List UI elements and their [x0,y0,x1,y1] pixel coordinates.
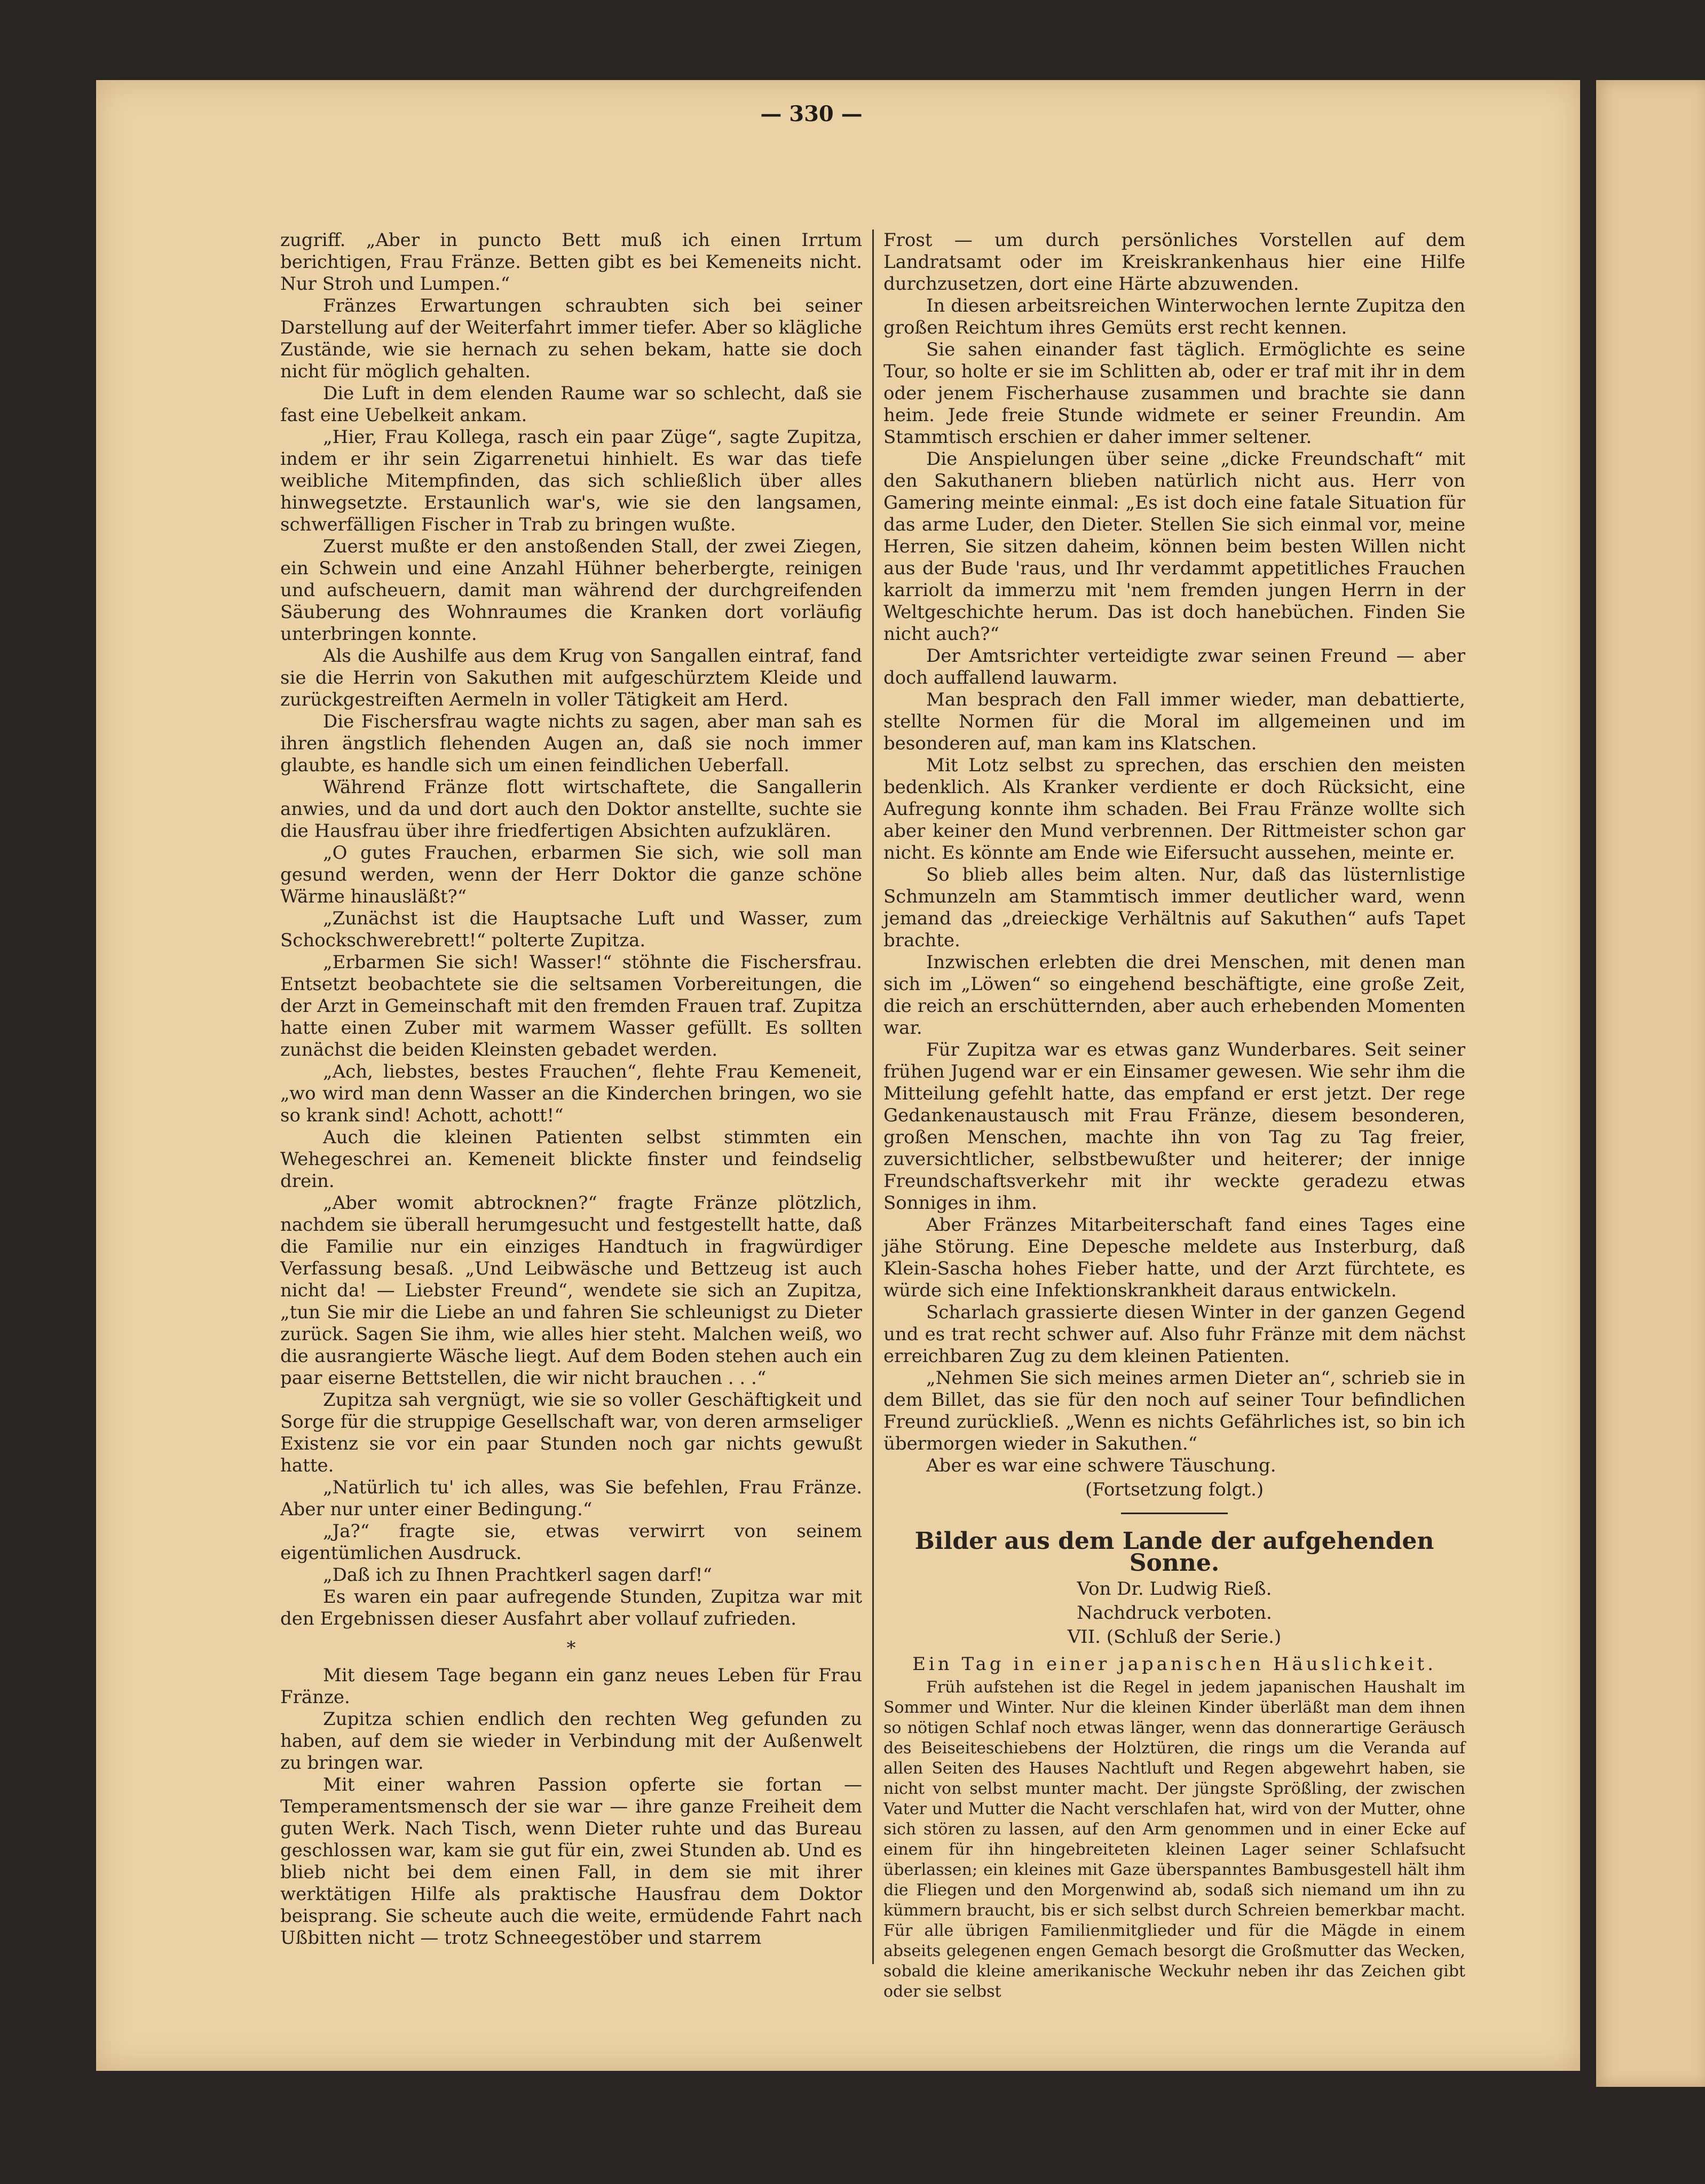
paragraph: Für Zupitza war es etwas ganz Wunderbares. Seit seiner frühen Jugend war er ein Einsamer gewesen. Wie sehr ihm die Mitteilung gefehlt hatte, das empfand er erst jetzt. Der rege Gedankenaustausch mit Frau Fränze, diesem besonderen, großen Menschen, machte ihn von Tag zu Tag freier, zuversichtlicher, selbstbewußter und heiterer; der innige Freundschaftsverkehr mit ihr weckte geradezu etwas Sonniges in ihm. [883,1039,1465,1214]
paragraph: „Daß ich zu Ihnen Prachtkerl sagen darf!“ [323,1564,712,1586]
paragraph: Der Amtsrichter verteidigte zwar seinen Freund — aber doch auffallend lauwarm. [883,645,1465,689]
paragraph: Es waren ein paar aufregende Stunden, Zupitza war mit den Ergebnissen dieser Ausfahrt aber vollauf zufrieden. [280,1586,862,1629]
paragraph: So blieb alles beim alten. Nur, daß das lüsternlistige Schmunzeln am Stammtisch immer deutlicher ward, wenn jemand das „dreieckige Verhältnis auf Sakuthen“ aufs Tapet brachte. [883,864,1465,951]
paragraph: „Aber womit abtrocknen?“ fragte Fränze plötzlich, nachdem sie überall herumgesucht und festgestellt hatte, daß die Familie nur ein einziges Handtuch in fragwürdiger Verfassung besaß. „Und Leibwäsche und Bettzeug ist auch nicht da! — Liebster Freund“, wendete sie sich an Zupitza, „tun Sie mir die Liebe an und fahren Sie schleunigst zu Dieter zurück. Sagen Sie ihm, wie alles hier steht. Malchen weiß, wo die ausrangierte Wäsche liegt. Auf dem Boden stehen auch ein paar eiserne Bettstellen, die wir nicht brauchen . . .“ [280,1192,862,1389]
paragraph: Mit einer wahren Passion opferte sie fortan — Temperamentsmensch der sie war — ihre ganze Freiheit dem guten Werk. Nach Tisch, wenn Dieter ruhte und das Bureau geschlossen war, kam sie gut für ein, zwei Stunden ab. Und es blieb nicht bei dem einen Fall, in dem sie mit ihrer werktätigen Hilfe als praktische Hausfrau dem Doktor beisprang. Sie scheute auch die weite, ermüdende Fahrt nach Ußbitten nicht — trotz Schneegestöber und starrem [280,1774,862,1949]
paragraph: „Ach, liebstes, bestes Frauchen“, flehte Frau Kemeneit, „wo wird man denn Wasser an die Kinderchen bringen, wo sie so krank sind! Achott, achott!“ [280,1061,862,1126]
paragraph: Frost — um durch persönliches Vorstellen auf dem Landratsamt oder im Kreiskrankenhaus hier eine Hilfe durchzusetzen, dort eine Härte abzuwenden. [883,230,1465,295]
paragraph: Mit diesem Tage begann ein ganz neues Leben für Frau Fränze. [280,1665,862,1708]
paragraph: Man besprach den Fall immer wieder, man debattierte, stellte Normen für die Moral im allgemeinen und im besonderen auf, man kam ins Klatschen. [883,689,1465,754]
paragraph: „O gutes Frauchen, erbarmen Sie sich, wie soll man gesund werden, wenn der Herr Doktor die ganze schöne Wärme hinausläßt?“ [280,842,862,907]
paragraph: Aber es war eine schwere Täuschung. [926,1455,1276,1476]
paragraph: Zupitza sah vergnügt, wie sie so voller Geschäftigkeit und Sorge für die struppige Gesellschaft war, von deren armseliger Existenz sie vor ein paar Stunden noch gar nichts gewußt hatte. [280,1389,862,1476]
paragraph: Auch die kleinen Patienten selbst stimmten ein Wehegeschrei an. Kemeneit blickte finster und feindselig drein. [280,1127,862,1192]
paragraph: „Hier, Frau Kollega, rasch ein paar Züge“, sagte Zupitza, indem er ihr sein Zigarrenetui hinhielt. Es war das tiefe weibliche Mitempfinden, das sich schließlich über alles hinwegsetzte. Erstaunlich war's, wie sie den langsamen, schwerfälligen Fischer in Trab zu bringen wußte. [280,426,862,535]
left-column-story-continued [280,1665,862,1949]
paragraph: Zuerst mußte er den anstoßenden Stall, der zwei Ziegen, ein Schwein und eine Anzahl Hühner beherbergte, reinigen und aufscheuern, damit man während der durchgreifenden Säuberung des Wohnraumes die Kranken dort vorläufig unterbringen konnte. [280,536,862,645]
paragraph: In diesen arbeitsreichen Winterwochen lernte Zupitza den großen Reichtum ihres Gemüts erst recht kennen. [883,295,1465,338]
right-column-story [883,230,1465,1477]
paragraph: zugriff. „Aber in puncto Bett muß ich einen Irrtum berichtigen, Frau Fränze. Betten gibt es bei Kemeneits nicht. Nur Stroh und Lumpen.“ [280,230,862,295]
page-number: — 330 — [760,101,863,126]
next-page-edge [1596,80,1705,2087]
paragraph: Die Luft in dem elenden Raume war so schlecht, daß sie fast eine Uebelkeit ankam. [280,383,862,426]
reprint-note: Nachdruck verboten. [1077,1602,1272,1624]
paragraph: Fränzes Erwartungen schraubten sich bei seiner Darstellung auf der Weiterfahrt immer tiefer. Aber so klägliche Zustände, wie sie hernach zu sehen bekam, hatte sie doch nicht für möglich gehalten. [280,295,862,382]
paragraph: „Nehmen Sie sich meines armen Dieter an“, schrieb sie in dem Billet, das sie für den noch auf seiner Tour befindlichen Freund zurückließ. „Wenn es nichts Gefährliches ist, so bin ich übermorgen wieder in Sakuthen.“ [883,1367,1465,1454]
article-subtitle: Ein Tag in einer japanischen Häuslichkeit. [912,1653,1436,1675]
article-author: Von Dr. Ludwig Rieß. [1077,1578,1272,1600]
paragraph: Scharlach grassierte diesen Winter in der ganzen Gegend und es trat recht schwer auf. Also fuhr Fränze mit dem nächst erreichbaren Zug zu dem kleinen Patienten. [883,1302,1465,1367]
article-body: Früh aufstehen ist die Regel in jedem japanischen Haushalt im Sommer und Winter. Nur die kleinen Kinder überläßt man dem ihnen so nötigen Schlaf noch etwas länger, wenn das donnerartige Geräusch des Beiseiteschiebens der Holztüren, die rings um die Veranda auf allen Seiten des Hauses Nachtluft und Regen abgewehrt haben, sie nicht von selbst munter macht. Der jüngste Sprößling, der zwischen Vater und Mutter die Nacht verschlafen hat, wird von der Mutter, ohne sich stören zu lassen, auf den Arm genommen und in einer Ecke auf einem für ihn hingebreiteten kleinen Lager seiner Schlafsucht überlassen; ein kleines mit Gaze überspanntes Bambusgestell hält ihm die Fliegen und den Morgenwind ab, sodaß sich niemand um ihn zu kümmern braucht, bis er sich selbst durch Schreien bemerkbar macht. Für alle übrigen Familienmitglieder und für die Mägde in einem abseits gelegenen engen Gemach besorgt die Großmutter das Wecken, sobald die kleine amerikanische Weckuhr neben ihr das Zeichen gibt oder sie selbst [883,1678,1465,2001]
paragraph: Zupitza schien endlich den rechten Weg gefunden zu haben, auf dem sie wieder in Verbindung mit der Außenwelt zu bringen war. [280,1708,862,1774]
paragraph: „Natürlich tu' ich alles, was Sie befehlen, Frau Fränze. Aber nur unter einer Bedingung.“ [280,1477,862,1520]
paragraph: Inzwischen erlebten die drei Menschen, mit denen man sich im „Löwen“ so eingehend beschäftigte, eine große Zeit, die reich an erschütternden, aber auch erhebenden Momenten war. [883,952,1465,1039]
paragraph: Sie sahen einander fast täglich. Ermöglichte es seine Tour, so holte er sie im Schlitten ab, oder er traf mit ihr in dem oder jenem Fischerhause zusammen und brachte sie dann heim. Jede freie Stunde widmete er seiner Freundin. Am Stammtisch erschien er daher immer seltener. [883,339,1465,448]
paragraph: Während Fränze flott wirtschaftete, die Sangallerin anwies, und da und dort auch den Doktor anstellte, suchte sie die Hausfrau über ihre friedfertigen Absichten aufzuklären. [280,777,862,842]
paragraph: „Ja?“ fragte sie, etwas verwirrt von seinem eigentümlichen Ausdruck. [280,1521,862,1564]
paragraph: Mit Lotz selbst zu sprechen, das erschien den meisten bedenklich. Als Kranker verdiente er doch Rücksicht, eine Aufregung konnte ihm schaden. Bei Frau Fränze wollte sich aber keiner den Mund verbrennen. Der Rittmeister schon gar nicht. Es könnte am Ende wie Eifersucht aussehen, meinte er. [883,755,1465,864]
left-column [280,230,862,1948]
continuation-note: (Fortsetzung folgt.) [1085,1479,1264,1500]
paragraph: Als die Aushilfe aus dem Krug von Sangallen eintraf, fand sie die Herrin von Sakuthen mit aufgeschürztem Kleide und zurückgestreiften Aermeln in voller Tätigkeit am Herd. [280,645,862,710]
article-title: Bilder aus dem Lande der aufgehenden Sonne. [914,1528,1434,1577]
article-separator [1121,1513,1228,1514]
paragraph: Aber Fränzes Mitarbeiterschaft fand eines Tages eine jähe Störung. Eine Depesche meldete aus Insterburg, daß Klein-Sascha hohes Fieber hatte, und der Arzt fürchtete, es würde sich eine Infektionskrankheit daraus entwickeln. [883,1214,1465,1301]
paragraph: „Zunächst ist die Hauptsache Luft und Wasser, zum Schockschwerebrett!“ polterte Zupitza. [280,908,862,951]
column-divider [872,230,874,1964]
right-column [883,230,1465,2001]
section-divider: * [566,1637,576,1659]
paragraph: Die Anspielungen über seine „dicke Freundschaft“ mit den Sakuthanern blieben natürlich nicht aus. Herr von Gamering meinte einmal: „Es ist doch eine fatale Situation für das arme Luder, den Dieter. Stellen Sie sich einmal vor, meine Herren, Sie sitzen daheim, können beim besten Willen nicht aus der Bude 'raus, und Ihr verdammt appetitliches Frauchen karriolt da immerzu mit 'nem fremden jungen Herrn in der Weltgeschichte herum. Das ist doch hanebüchen. Finden Sie nicht auch?“ [883,448,1465,645]
article-part: VII. (Schluß der Serie.) [1067,1626,1282,1648]
paragraph: „Erbarmen Sie sich! Wasser!“ stöhnte die Fischersfrau. Entsetzt beobachtete sie die seltsamen Vorbereitungen, die der Arzt in Gemeinschaft mit den fremden Frauen traf. Zupitza hatte einen Zuber mit warmem Wasser gefüllt. Es sollten zunächst die beiden Kleinsten gebadet werden. [280,952,862,1061]
paragraph: Die Fischersfrau wagte nichts zu sagen, aber man sah es ihren ängstlich flehenden Augen an, daß sie noch immer glaubte, es handle sich um einen feindlichen Ueberfall. [280,711,862,776]
left-column-story [280,230,862,1630]
